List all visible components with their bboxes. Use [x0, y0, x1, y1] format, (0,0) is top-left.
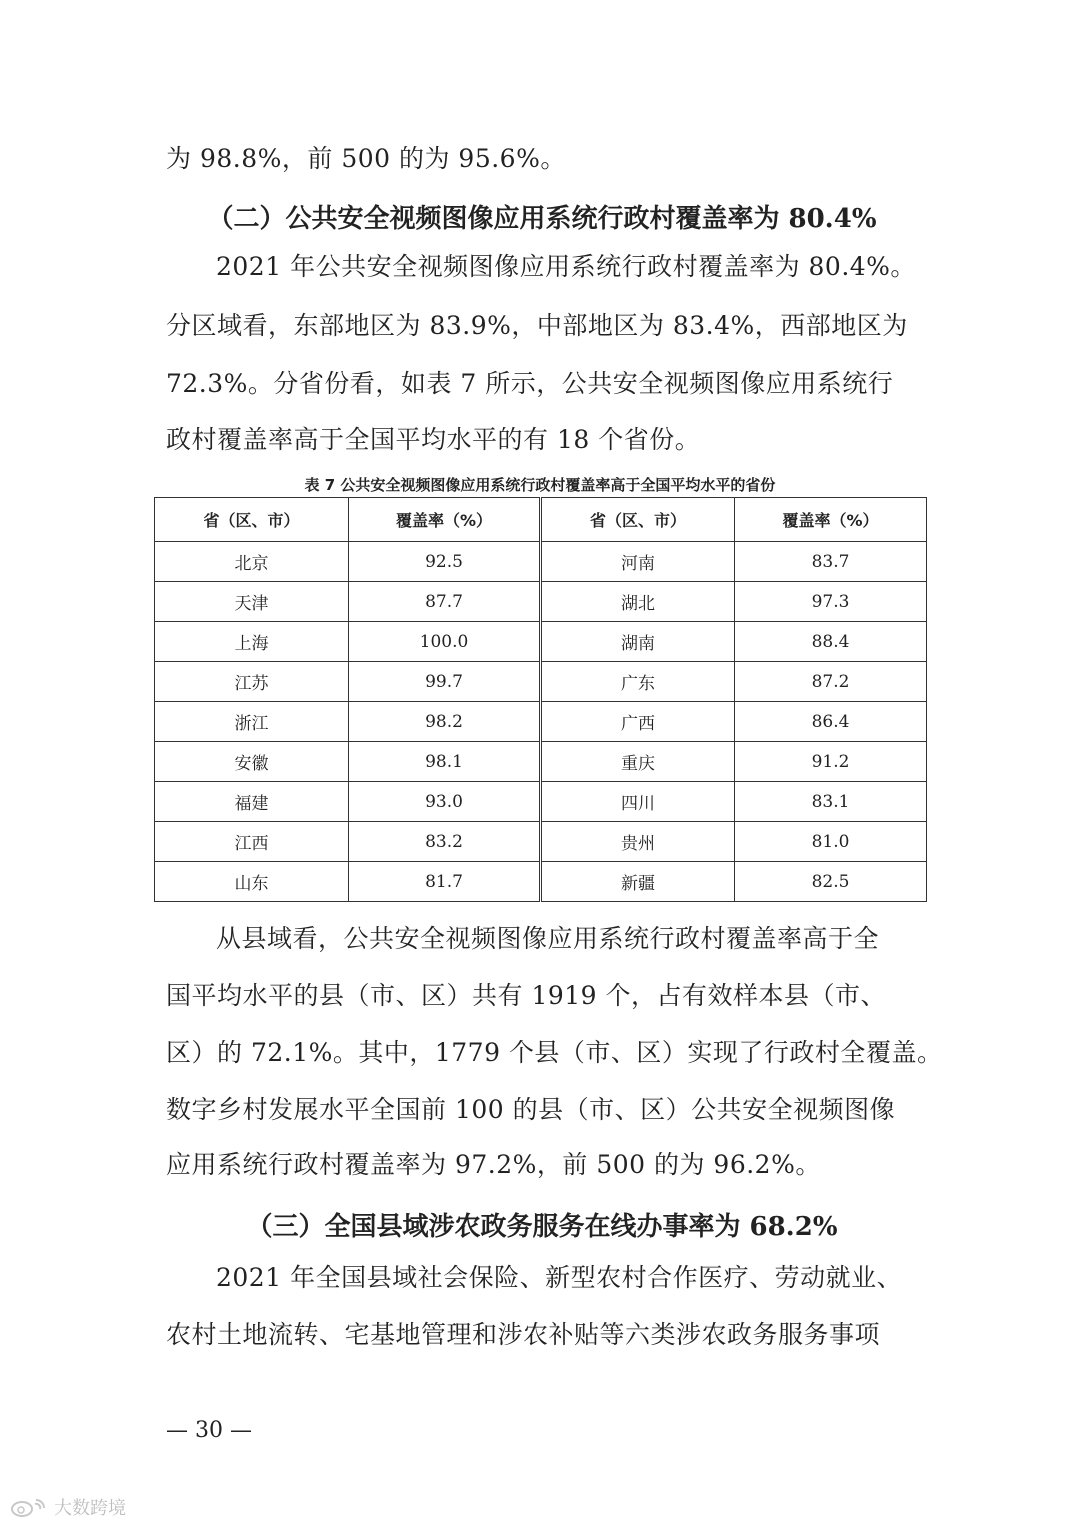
- section-heading-2: （二）公共安全视频图像应用系统行政村覆盖率为 80.4%: [207, 204, 877, 234]
- header-province: 省（区、市）: [541, 498, 735, 542]
- coverage-cell: 98.2: [349, 702, 541, 742]
- table-header-row: [155, 498, 927, 542]
- coverage-cell: 83.2: [349, 822, 541, 862]
- paragraph-line: 2021 年全国县域社会保险、新型农村合作医疗、劳动就业、: [216, 1263, 903, 1292]
- province-cell: 天津: [155, 582, 349, 622]
- paragraph-line: 为 98.8%，前 500 的为 95.6%。: [166, 144, 566, 173]
- paragraph-line: 国平均水平的县（市、区）共有 1919 个，占有效样本县（市、: [166, 981, 887, 1010]
- paragraph-line: 区）的 72.1%。其中，1779 个县（市、区）实现了行政村全覆盖。: [166, 1038, 943, 1067]
- province-cell: 河南: [541, 542, 735, 582]
- coverage-table: [154, 497, 927, 902]
- province-cell: 湖北: [541, 582, 735, 622]
- province-cell: 贵州: [541, 822, 735, 862]
- paragraph-line: 政村覆盖率高于全国平均水平的有 18 个省份。: [166, 425, 701, 454]
- header-coverage: 覆盖率（%）: [349, 498, 541, 542]
- province-cell: 福建: [155, 782, 349, 822]
- coverage-cell: 86.4: [735, 702, 927, 742]
- header-coverage: 覆盖率（%）: [735, 498, 927, 542]
- coverage-cell: 88.4: [735, 622, 927, 662]
- paragraph-line: 从县域看，公共安全视频图像应用系统行政村覆盖率高于全: [216, 924, 880, 953]
- table-caption: 表 7 公共安全视频图像应用系统行政村覆盖率高于全国平均水平的省份: [304, 476, 776, 494]
- province-cell: 新疆: [541, 862, 735, 902]
- coverage-cell: 93.0: [349, 782, 541, 822]
- table-row: [155, 622, 927, 662]
- paragraph-line: 72.3%。分省份看，如表 7 所示，公共安全视频图像应用系统行: [166, 369, 894, 398]
- coverage-cell: 82.5: [735, 862, 927, 902]
- province-cell: 湖南: [541, 622, 735, 662]
- table-row: [155, 702, 927, 742]
- coverage-cell: 100.0: [349, 622, 541, 662]
- province-cell: 重庆: [541, 742, 735, 782]
- province-cell: 广西: [541, 702, 735, 742]
- coverage-cell: 87.2: [735, 662, 927, 702]
- coverage-cell: 92.5: [349, 542, 541, 582]
- paragraph-line: 数字乡村发展水平全国前 100 的县（市、区）公共安全视频图像: [166, 1095, 896, 1124]
- province-cell: 北京: [155, 542, 349, 582]
- table-row: [155, 662, 927, 702]
- table-row: [155, 542, 927, 582]
- province-cell: 浙江: [155, 702, 349, 742]
- table-row: [155, 862, 927, 902]
- table-row: [155, 782, 927, 822]
- table-row: [155, 582, 927, 622]
- weibo-logo-icon: [10, 1496, 48, 1518]
- province-cell: 江苏: [155, 662, 349, 702]
- section-heading-3: （三）全国县域涉农政务服务在线办事率为 68.2%: [246, 1212, 838, 1242]
- coverage-cell: 97.3: [735, 582, 927, 622]
- province-cell: 上海: [155, 622, 349, 662]
- watermark: [10, 1494, 126, 1520]
- coverage-cell: 87.7: [349, 582, 541, 622]
- paragraph-line: 2021 年公共安全视频图像应用系统行政村覆盖率为 80.4%。: [216, 252, 916, 281]
- coverage-cell: 81.7: [349, 862, 541, 902]
- page-number: — 30 —: [166, 1418, 252, 1443]
- table-row: [155, 822, 927, 862]
- province-cell: 安徽: [155, 742, 349, 782]
- paragraph-line: 分区域看，东部地区为 83.9%，中部地区为 83.4%，西部地区为: [166, 311, 908, 340]
- table-row: [155, 742, 927, 782]
- coverage-cell: 98.1: [349, 742, 541, 782]
- coverage-cell: 91.2: [735, 742, 927, 782]
- coverage-cell: 99.7: [349, 662, 541, 702]
- header-province: 省（区、市）: [155, 498, 349, 542]
- province-cell: 广东: [541, 662, 735, 702]
- coverage-cell: 83.7: [735, 542, 927, 582]
- province-cell: 四川: [541, 782, 735, 822]
- paragraph-line: 农村土地流转、宅基地管理和涉农补贴等六类涉农政务服务事项: [166, 1320, 881, 1349]
- province-cell: 山东: [155, 862, 349, 902]
- paragraph-line: 应用系统行政村覆盖率为 97.2%，前 500 的为 96.2%。: [166, 1150, 821, 1179]
- province-cell: 江西: [155, 822, 349, 862]
- coverage-cell: 83.1: [735, 782, 927, 822]
- watermark-text: 大数跨境: [54, 1498, 126, 1519]
- coverage-cell: 81.0: [735, 822, 927, 862]
